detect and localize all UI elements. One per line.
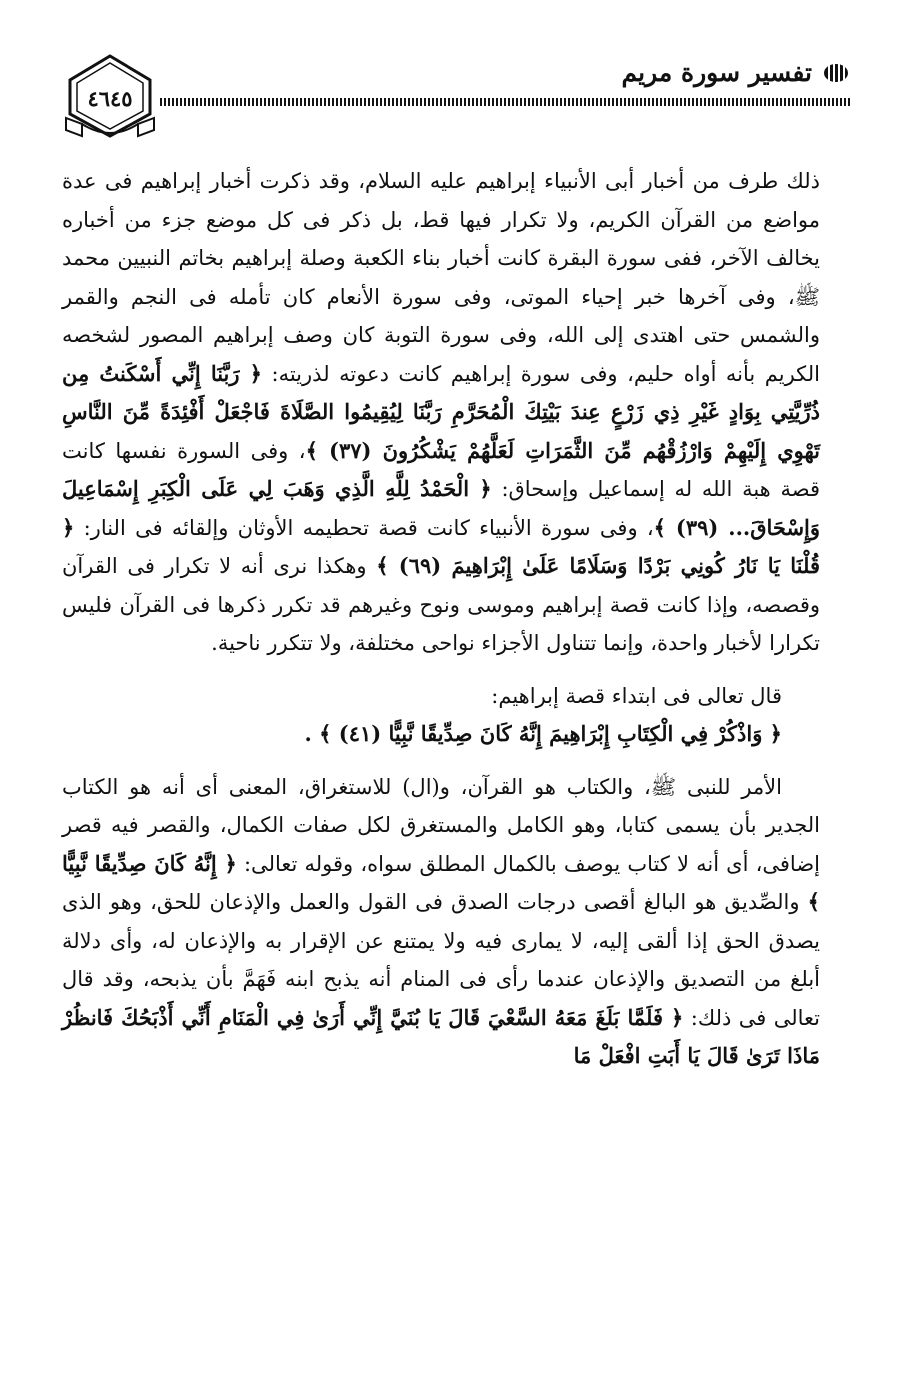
paragraph	[62, 768, 820, 1076]
text-run: والصِّديق هو البالغ أقصى درجات الصدق فى القول والعمل والإذعان للحق، وهو الذى يصدق الحق إذا ألقى إليه، لا يمارى فيه ولا يمتنع عن الإقرار به والإذعان له، وأى دلالة أبلغ من التصديق والإذعان عندما رأى فى المنام أنه يذبح ابنه فَهَمَّ بأن يذبحه، وقد قال تعالى فى ذلك:	[62, 890, 820, 1030]
quran-verse: ﴿ إِنَّهُ كَانَ صِدِّيقًا نَّبِيًّا ﴾	[62, 850, 820, 914]
text-run: الأمر للنبى ﷺ، والكتاب هو القرآن، و(ال) للاستغراق، المعنى أى أنه هو الكتاب الجدير بأن يسمى كتابا، وهو الكامل والمستغرق لكل صفات الكمال، والقصر فيه قصر إضافى، أى أنه لا كتاب يوصف بالكمال المطلق سواه، وقوله تعالى:	[62, 774, 820, 876]
paragraph: قال تعالى فى ابتداء قصة إبراهيم:	[491, 683, 782, 708]
page-header	[60, 52, 850, 142]
text-run: ، وفى سورة الأنبياء كانت قصة تحطيمه الأوثان وإلقائه فى النار:	[83, 515, 654, 540]
text-run: وهكذا نرى أنه لا تكرار فى القرآن وقصصه، وإذا كانت قصة إبراهيم وموسى ونوح وغيرهم قد تكرر ذكرها فى القرآن فليس تكرارا لأخبار واحدة، وإنما تتناول الأجزاء نواحى مختلفة، ولا تتكرر ناحية.	[62, 554, 820, 655]
page-body	[62, 162, 820, 1076]
text-run: ، وفى السورة نفسها كانت قصة هبة الله له إسماعيل وإسحاق:	[62, 438, 820, 501]
quran-verse: ﴿ قُلْنَا يَا نَارُ كُونِي بَرْدًا وَسَلَامًا عَلَىٰ إِبْرَاهِيمَ (٦٩) ﴾	[62, 514, 820, 578]
paragraph	[62, 162, 820, 663]
book-title: تفسير سورة مريم	[621, 58, 812, 87]
quran-verse: ﴿ وَاذْكُرْ فِي الْكِتَابِ إِبْرَاهِيمَ إِنَّهُ كَانَ صِدِّيقًا نَّبِيًّا (٤١) ﴾ .	[304, 721, 782, 746]
quran-verse: ﴿ فَلَمَّا بَلَغَ مَعَهُ السَّعْيَ قَالَ يَا بُنَيَّ إِنِّي أَرَىٰ فِي الْمَنَامِ أَنِّي أَذْبَحُكَ فَانظُرْ مَاذَا تَرَىٰ قَالَ يَا أَبَتِ افْعَلْ مَا	[62, 1004, 820, 1068]
page-number: ٤٦٤٥	[87, 86, 133, 111]
quran-verse: ﴿ الْحَمْدُ لِلَّهِ الَّذِي وَهَبَ لِي عَلَى الْكِبَرِ إِسْمَاعِيلَ وَإِسْحَاقَ... (٣٩) ﴾	[62, 476, 821, 540]
header-rule	[160, 98, 850, 106]
ornament-icon	[822, 62, 850, 84]
quran-verse: ﴿ رَبَّنَا إِنِّي أَسْكَنتُ مِن ذُرِّيَّتِي بِوَادٍ غَيْرِ ذِي زَرْعٍ عِندَ بَيْتِكَ الْمُحَرَّمِ رَبَّنَا لِيُقِيمُوا الصَّلَاةَ فَاجْعَلْ أَفْئِدَةً مِّنَ النَّاسِ تَهْوِي إِلَيْهِمْ وَارْزُقْهُم مِّنَ الثَّمَرَاتِ لَعَلَّهُمْ يَشْكُرُونَ (٣٧) ﴾	[62, 360, 821, 463]
text-run: ذلك طرف من أخبار أبى الأنبياء إبراهيم عليه السلام، وقد ذكرت أخبار إبراهيم فى عدة مواضع من القرآن الكريم، ولا تكرار فيها قط، بل ذكر فى كل موضع جزء من أخباره يخالف الآخر، ففى سورة البقرة كانت أخبار بناء الكعبة وصلة إبراهيم بخاتم النبيين محمد ﷺ، وفى آخرها خبر إحياء الموتى، وفى سورة الأنعام كان تأمله فى النجم والقمر والشمس حتى اهتدى إلى الله، وفى سورة التوبة كان وصف إبراهيم المصور لشخصه الكريم بأنه أواه حليم، وفى سورة إبراهيم كانت دعوته لذريته:	[62, 169, 821, 386]
